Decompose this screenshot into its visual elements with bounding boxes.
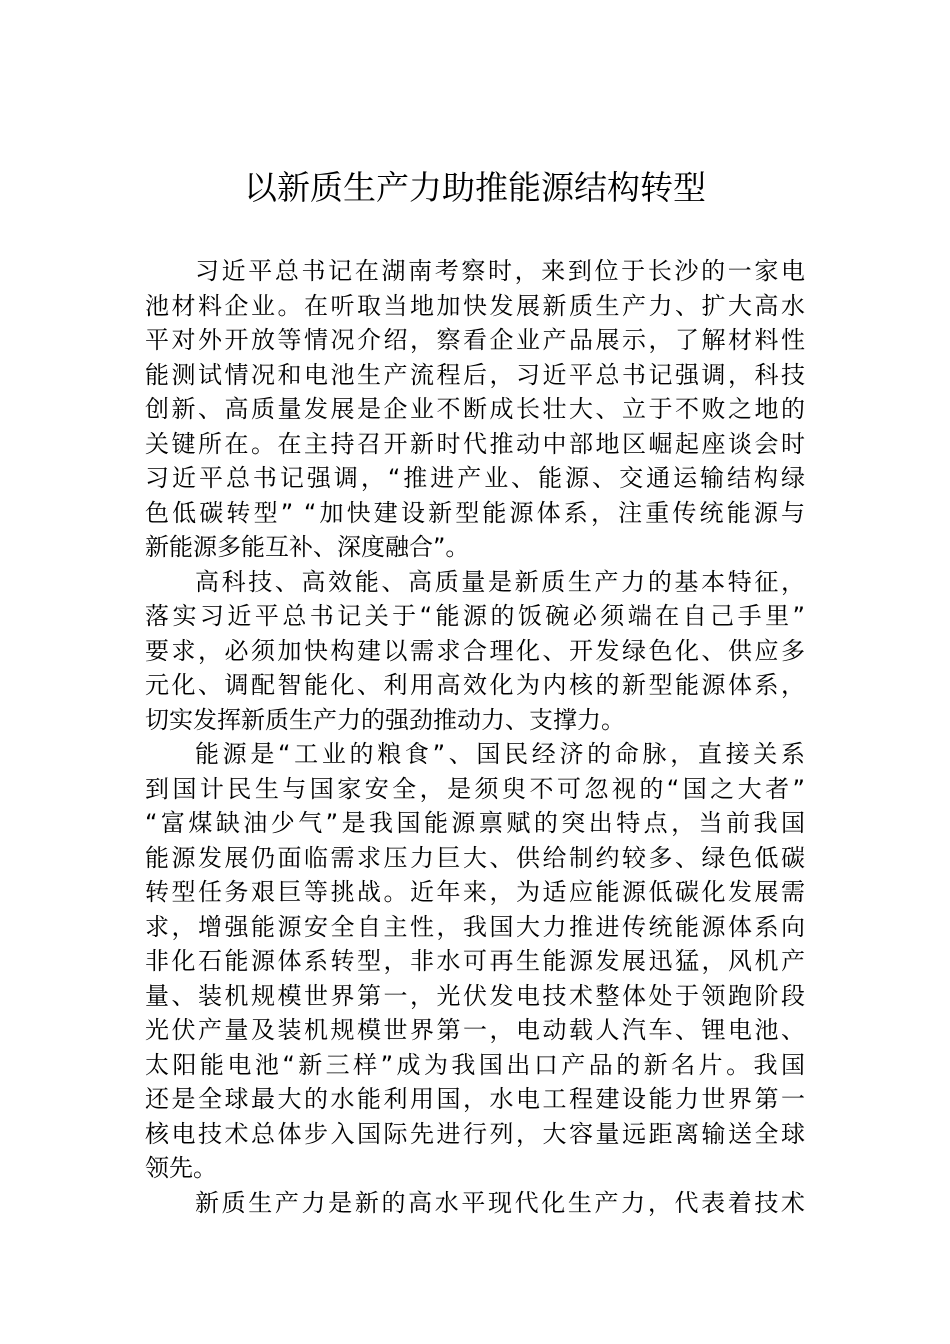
document-body: [145, 254, 805, 1220]
paragraph-line: 能源是“工业的粮食”、国民经济的命脉，直接关系: [195, 740, 805, 768]
paragraph-line: 核电技术总体步入国际先进行列，大容量远距离输送全球: [145, 1119, 805, 1148]
paragraph-line: 求，增强能源安全自主性，我国大力推进传统能源体系向: [145, 912, 805, 941]
paragraph-line: 新能源多能互补、深度融合”。: [145, 533, 470, 561]
paragraph-line: “富煤缺油少气”是我国能源禀赋的突出特点，当前我国: [145, 809, 805, 837]
paragraph-4: [145, 1186, 805, 1221]
paragraph-1: [145, 254, 805, 565]
paragraph-line: 能测试情况和电池生产流程后，习近平总书记强调，科技: [145, 360, 805, 389]
paragraph-line: 光伏产量及装机规模世界第一，电动载人汽车、锂电池、: [145, 1016, 805, 1044]
paragraph-3: [145, 737, 805, 1186]
paragraph-2: [145, 565, 805, 738]
paragraph-line: 创新、高质量发展是企业不断成长壮大、立于不败之地的: [145, 395, 805, 423]
paragraph-line: 领先。: [145, 1154, 217, 1182]
paragraph-line: 色低碳转型” “加快建设新型能源体系，注重传统能源与: [145, 498, 805, 527]
paragraph-line: 池材料企业。在听取当地加快发展新质生产力、扩大高水: [145, 291, 805, 320]
paragraph-line: 高科技、高效能、高质量是新质生产力的基本特征，: [195, 567, 805, 596]
paragraph-line: 平对外开放等情况介绍，察看企业产品展示，了解材料性: [145, 326, 805, 354]
paragraph-line: 切实发挥新质生产力的强劲推动力、支撑力。: [145, 705, 625, 734]
paragraph-line: 新质生产力是新的高水平现代化生产力，代表着技术: [195, 1188, 805, 1217]
paragraph-line: 落实习近平总书记关于“能源的饭碗必须端在自己手里”: [145, 602, 805, 630]
paragraph-line: 要求，必须加快构建以需求合理化、开发绿色化、供应多: [145, 636, 805, 665]
paragraph-line: 习近平总书记强调，“推进产业、能源、交通运输结构绿: [145, 464, 805, 492]
paragraph-line: 还是全球最大的水能利用国，水电工程建设能力世界第一: [145, 1085, 805, 1113]
paragraph-line: 量、装机规模世界第一，光伏发电技术整体处于领跑阶段: [145, 981, 805, 1010]
paragraph-line: 关键所在。在主持召开新时代推动中部地区崛起座谈会时: [145, 429, 805, 458]
paragraph-line: 太阳能电池“新三样”成为我国出口产品的新名片。我国: [145, 1050, 805, 1079]
paragraph-line: 转型任务艰巨等挑战。近年来，为适应能源低碳化发展需: [145, 878, 805, 906]
paragraph-line: 能源发展仍面临需求压力巨大、供给制约较多、绿色低碳: [145, 843, 805, 872]
paragraph-line: 习近平总书记在湖南考察时，来到位于长沙的一家电: [195, 257, 805, 285]
document-title: 以新质生产力助推能源结构转型: [244, 168, 706, 207]
paragraph-line: 元化、调配智能化、利用高效化为内核的新型能源体系，: [145, 671, 805, 699]
paragraph-line: 到国计民生与国家安全，是须臾不可忽视的“国之大者”: [145, 774, 805, 803]
paragraph-line: 非化石能源体系转型，非水可再生能源发展迅猛，风机产: [145, 947, 805, 975]
